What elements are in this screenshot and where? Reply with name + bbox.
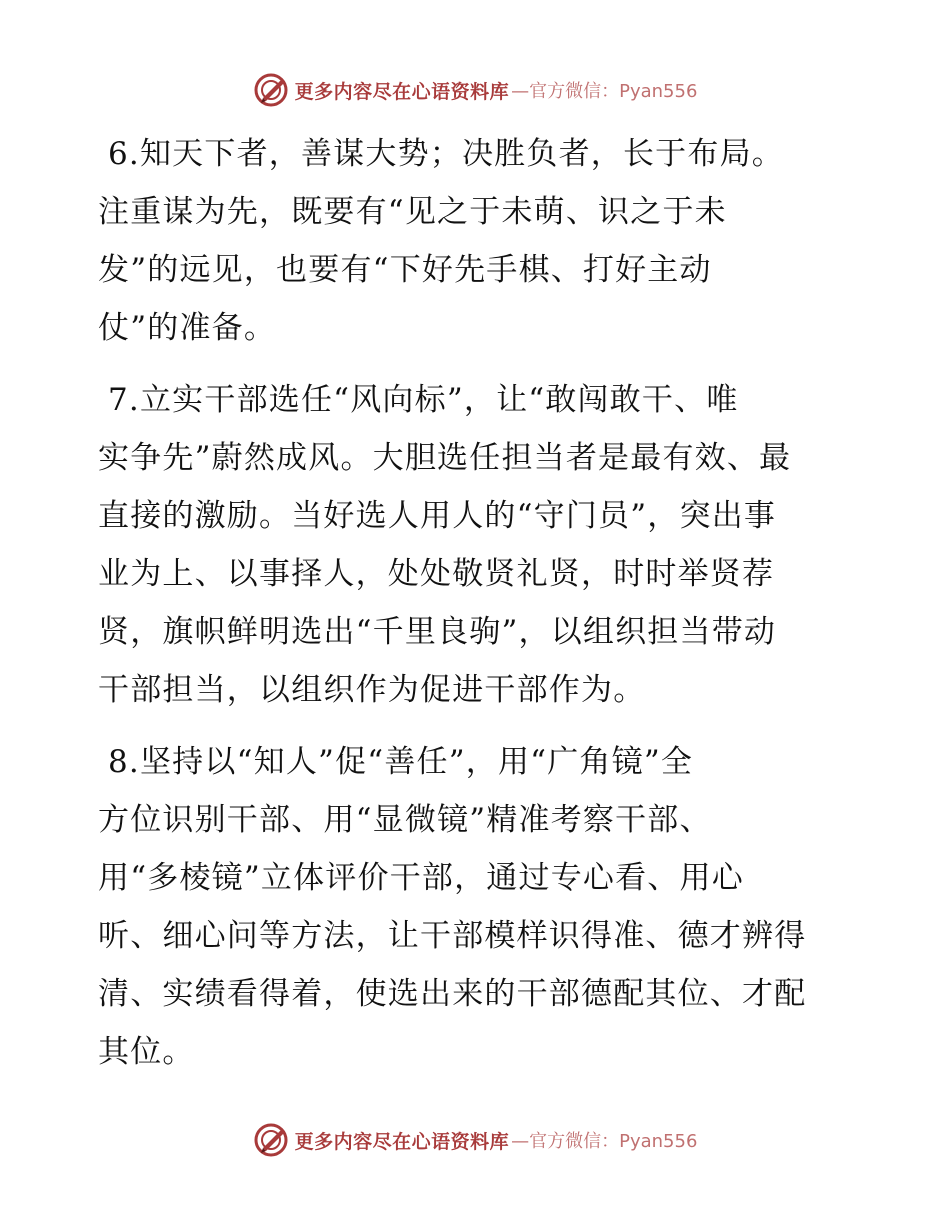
watermark-text: 更多内容尽在心语资料库 xyxy=(294,80,510,103)
text-line: 直接的激励。当好选人用人的“守门员”，突出事 xyxy=(98,498,777,534)
watermark-suffix: —官方微信：Pyan556 xyxy=(511,81,698,102)
text-line: 6.知天下者，善谋大势；决胜负者，长于布局。 xyxy=(108,136,784,172)
watermark-text: 更多内容尽在心语资料库 xyxy=(294,1130,510,1153)
text-line: 实争先”蔚然成风。大胆选任担当者是最有效、最 xyxy=(98,440,792,476)
paragraph-6 xyxy=(98,125,858,357)
text-line: 业为上、以事择人，处处敬贤礼贤，时时举贤荐 xyxy=(98,556,775,592)
text-line: 方位识别干部、用“显微镜”精准考察干部、 xyxy=(98,802,712,838)
text-line: 7.立实干部选任“风向标”，让“敢闯敢干、唯 xyxy=(108,382,739,418)
text-line: 干部担当，以组织作为促进干部作为。 xyxy=(98,672,646,708)
text-line: 贤，旗帜鲜明选出“千里良驹”，以组织担当带动 xyxy=(98,614,777,650)
text-line: 其位。 xyxy=(98,1034,195,1070)
text-line: 8.坚持以“知人”促“善任”，用“广角镜”全 xyxy=(108,744,694,780)
body-text xyxy=(98,125,858,1095)
text-line: 用“多棱镜”立体评价干部，通过专心看、用心 xyxy=(98,860,744,896)
text-line: 听、细心问等方法，让干部模样识得准、德才辨得 xyxy=(98,918,807,954)
text-line: 清、实绩看得着，使选出来的干部德配其位、才配 xyxy=(98,976,807,1012)
watermark-header xyxy=(0,70,950,110)
pen-logo-icon xyxy=(253,72,289,108)
paragraph-8 xyxy=(98,733,858,1081)
text-line: 仗”的准备。 xyxy=(98,310,277,346)
watermark-footer xyxy=(0,1120,950,1160)
pen-logo-icon xyxy=(253,1122,289,1158)
paragraph-7 xyxy=(98,371,858,719)
text-line: 注重谋为先，既要有“见之于未萌、识之于未 xyxy=(98,194,727,230)
watermark-suffix: —官方微信：Pyan556 xyxy=(511,1131,698,1152)
text-line: 发”的远见，也要有“下好先手棋、打好主动 xyxy=(98,252,712,288)
